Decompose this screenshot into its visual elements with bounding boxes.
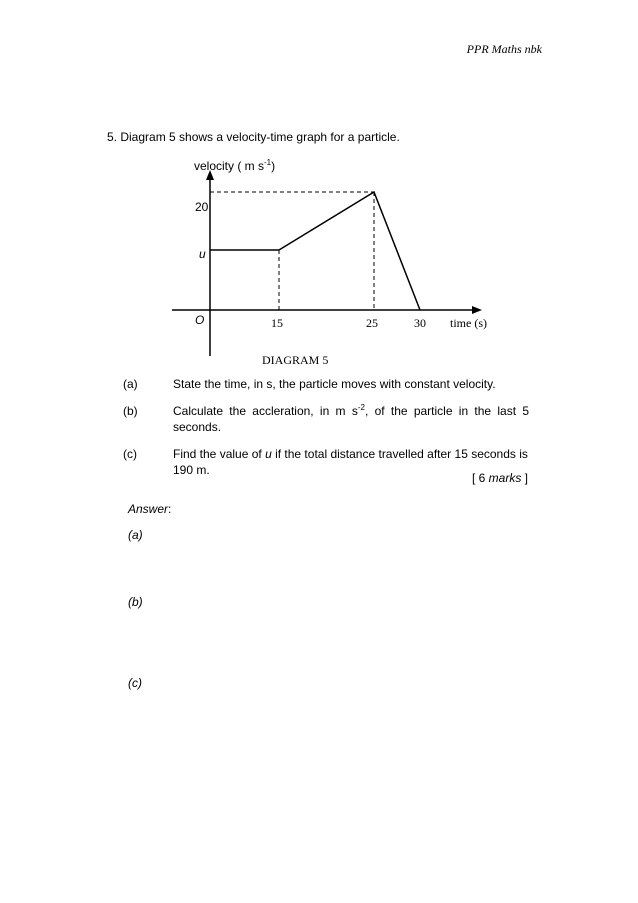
y-tick-20: 20	[195, 200, 209, 214]
diagram-caption: DIAGRAM 5	[262, 353, 329, 367]
x-axis-arrow	[472, 306, 482, 314]
part-label: (b)	[123, 404, 138, 418]
x-tick-30: 30	[414, 316, 426, 330]
question-intro: 5. Diagram 5 shows a velocity-time graph for a particle.	[107, 130, 400, 144]
velocity-series-line	[210, 192, 420, 310]
answer-label-b: (b)	[128, 595, 143, 609]
part-text: Find the value of u if the total distance travelled after 15 seconds is 190 m.	[173, 447, 528, 477]
part-label: (c)	[123, 447, 137, 461]
origin-label: O	[195, 313, 205, 327]
x-axis-label: time (s)	[450, 316, 487, 330]
part-label: (a)	[123, 377, 138, 391]
x-tick-25: 25	[366, 316, 378, 330]
answer-label-a: (a)	[128, 528, 143, 542]
x-tick-15: 15	[271, 316, 283, 330]
page-header: PPR Maths nbk	[466, 42, 542, 56]
y-tick-u: u	[199, 247, 206, 261]
answer-heading: Answer:	[128, 502, 172, 516]
part-text: Calculate the accleration, in m $s^{-2}$, of the particle in the last 5 seconds.	[173, 403, 529, 434]
answer-label-c: (c)	[128, 676, 142, 690]
y-axis-label: velocity ( m $s^{-1}$)	[194, 158, 276, 173]
marks-allocation: [ 6 marks ]	[471, 471, 528, 485]
part-text: State the time, in s, the particle moves with constant velocity.	[173, 377, 496, 391]
